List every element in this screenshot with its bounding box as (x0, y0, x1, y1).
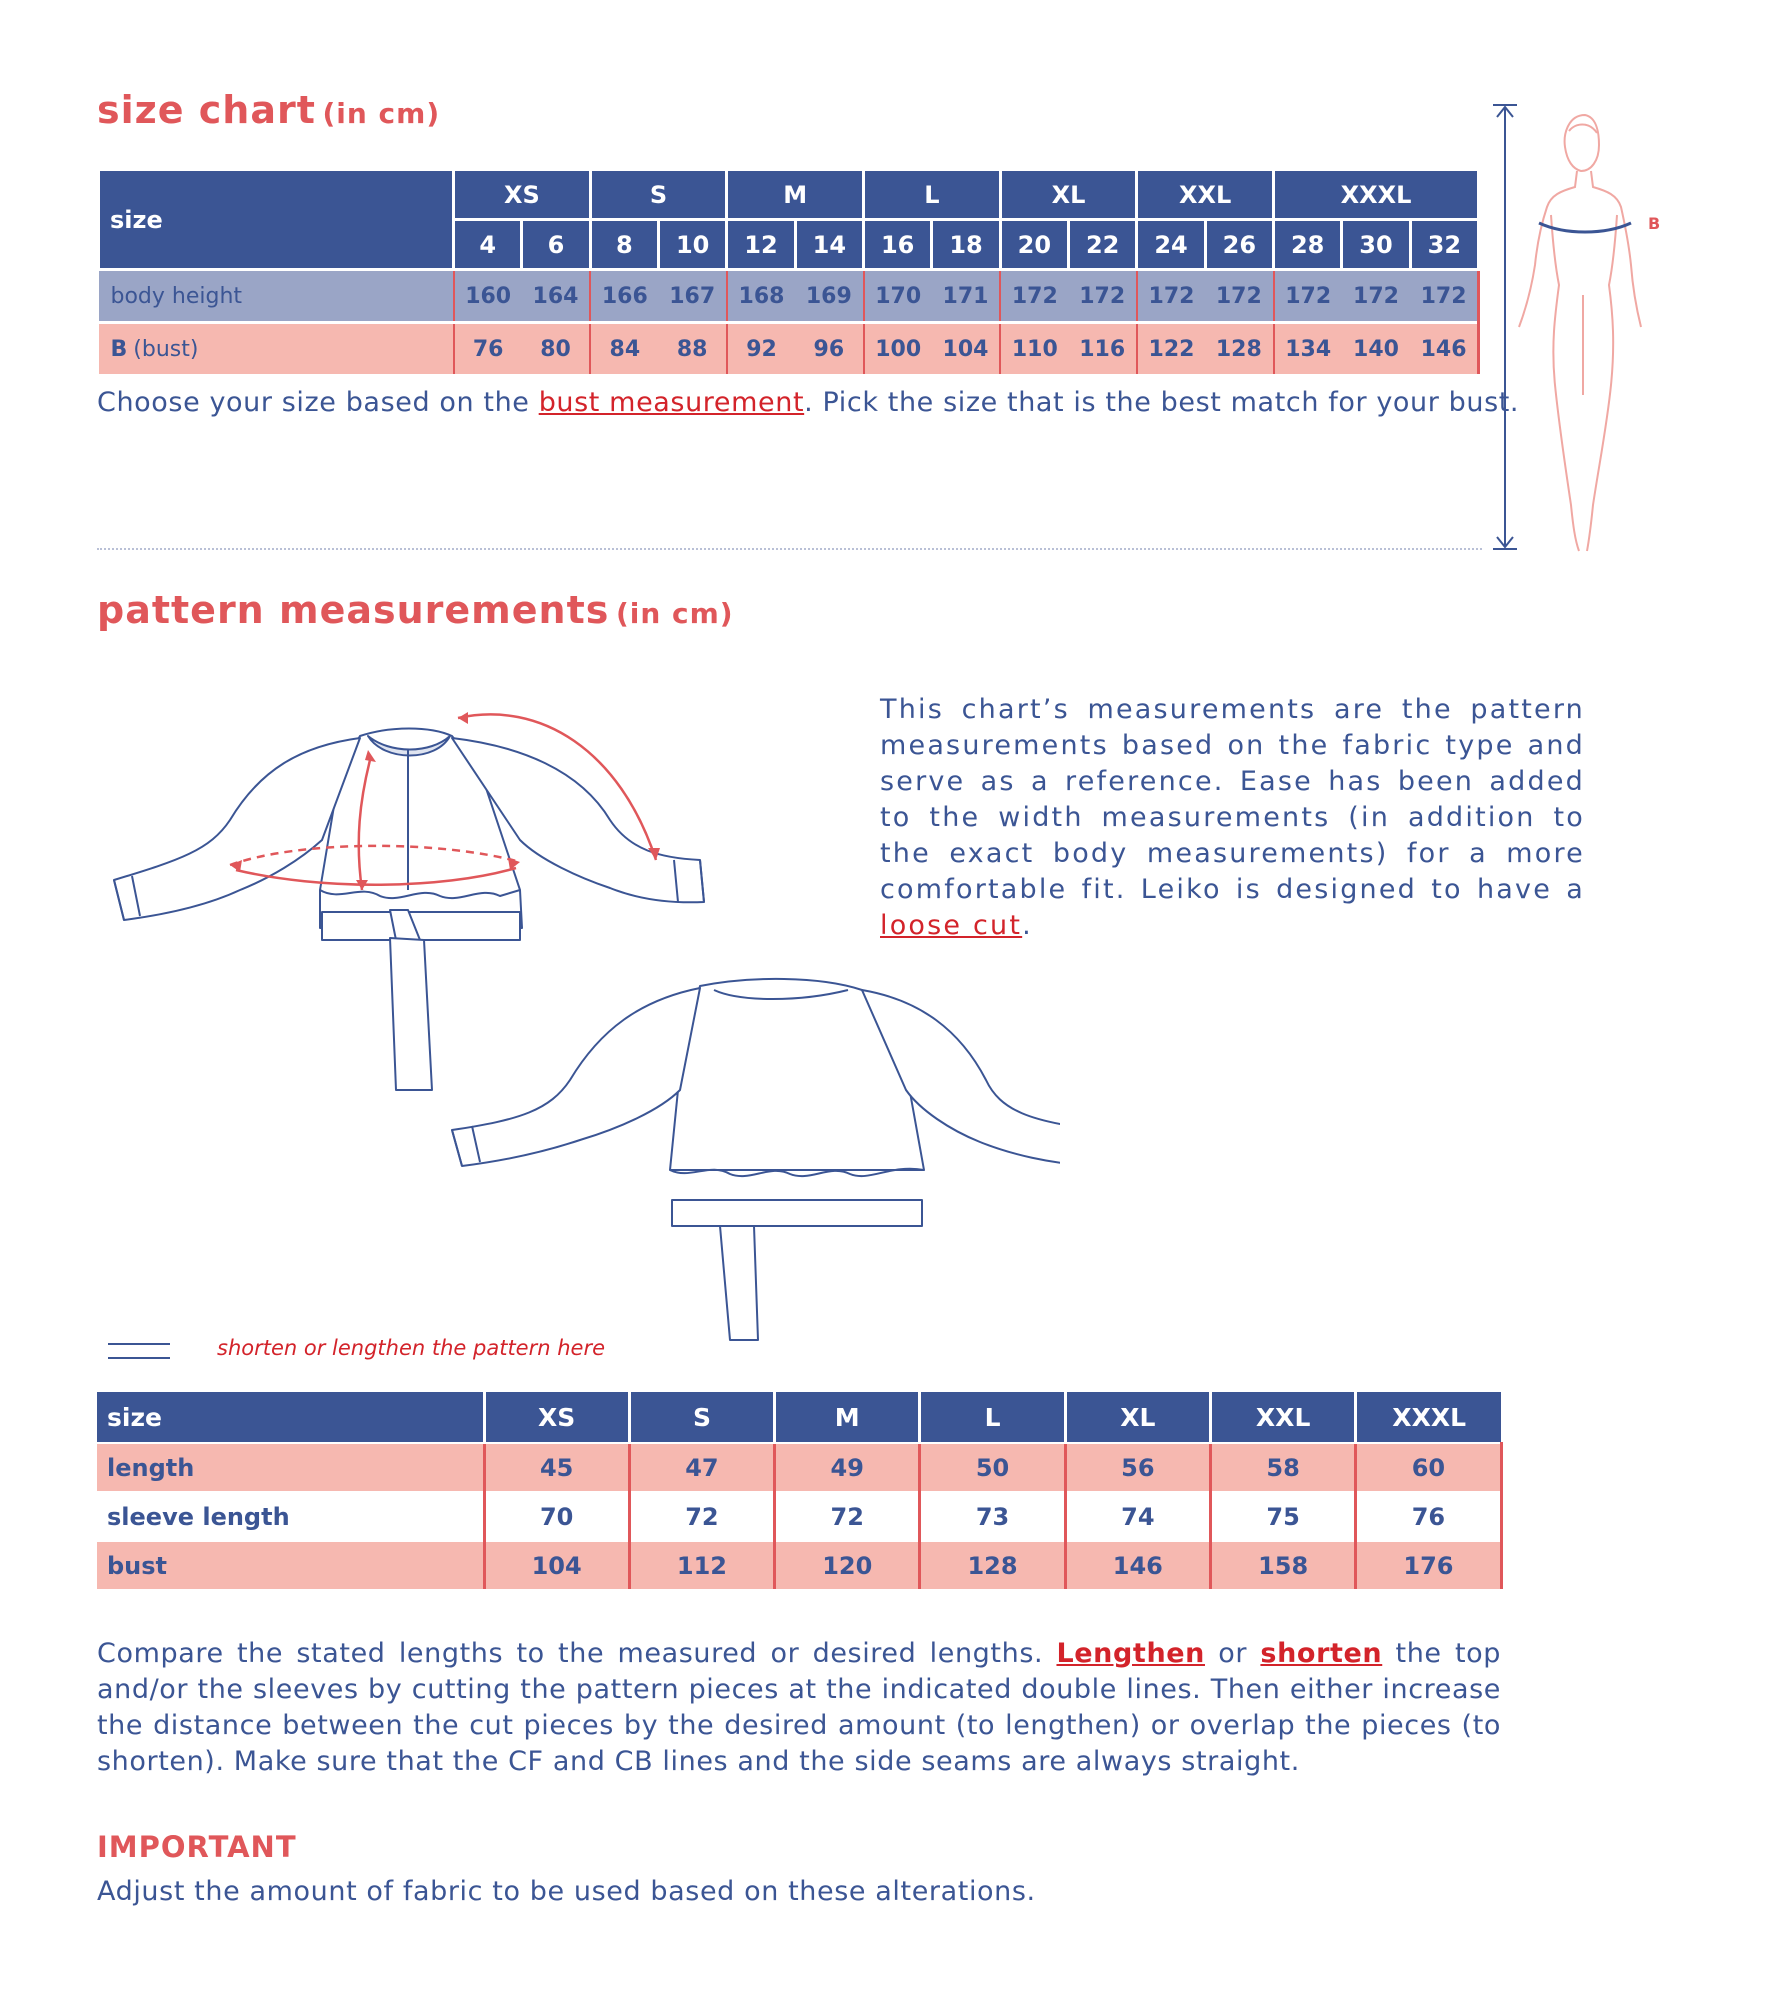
size-value: 88 (659, 323, 727, 375)
row-label-suffix: (bust) (133, 336, 199, 362)
pattern-unit: (in cm) (615, 597, 734, 630)
size-note (97, 385, 1519, 421)
pattern-value: 146 (1065, 1541, 1210, 1589)
size-number: 30 (1342, 220, 1410, 270)
row-label (99, 323, 454, 375)
pattern-value: 128 (920, 1541, 1065, 1589)
size-value: 76 (454, 323, 522, 375)
pattern-row-label: sleeve length (97, 1492, 484, 1541)
size-value: 128 (1205, 323, 1273, 375)
row-label-text: body height (110, 283, 243, 309)
size-value: 168 (727, 270, 795, 323)
size-note-text: Choose your size based on the (97, 387, 539, 418)
shorten-link[interactable]: shorten (1260, 1638, 1383, 1669)
size-group-xxxl: XXXL (1274, 170, 1479, 220)
size-number: 26 (1205, 220, 1273, 270)
pattern-row-bust (97, 1541, 1501, 1589)
pattern-row-length (97, 1443, 1501, 1492)
size-value: 169 (795, 270, 863, 323)
size-value: 122 (1137, 323, 1205, 375)
size-group-s: S (590, 170, 727, 220)
alteration-text-2: or (1205, 1638, 1261, 1669)
size-group-l: L (864, 170, 1001, 220)
size-group-xs: XS (454, 170, 591, 220)
size-value: 140 (1342, 323, 1410, 375)
alteration-text-3: the top and/or the sleeves by cutting the pattern pieces at the indicated double lines. Then either increase the distance between the cut pieces by the desired amount (to lengthen) or overlap the pieces (to shorten). Make sure that the CF and CB lines and the side seams are always straight. (97, 1638, 1501, 1777)
size-group-xl: XL (1000, 170, 1137, 220)
pattern-value: 60 (1356, 1443, 1501, 1492)
pattern-heading (97, 588, 734, 632)
bust-row (99, 323, 1479, 375)
size-value: 166 (590, 270, 658, 323)
alteration-text-1: Compare the stated lengths to the measured or desired lengths. (97, 1638, 1057, 1669)
pattern-description-end: . (1022, 910, 1033, 941)
size-number: 8 (590, 220, 658, 270)
size-value: 171 (932, 270, 1000, 323)
size-number: 6 (522, 220, 590, 270)
size-header-label: size (99, 170, 454, 270)
pattern-value: 50 (920, 1443, 1065, 1492)
size-number: 24 (1137, 220, 1205, 270)
size-number: 18 (932, 220, 1000, 270)
size-group-xxl: XXL (1137, 170, 1274, 220)
pattern-description-text: This chart’s measurements are the pattern measurements based on the fabric type and serve as a reference. Ease has been added to the width measurements (in addition to the exact body measurements) for a more comfortable fit. Leiko is designed to have a (880, 694, 1585, 905)
pattern-value: 56 (1065, 1443, 1210, 1492)
alteration-paragraph (97, 1636, 1501, 1780)
row-label (99, 270, 454, 323)
pattern-row-label: length (97, 1443, 484, 1492)
legend-text: shorten or lengthen the pattern here (217, 1336, 605, 1360)
size-group-row (99, 170, 1479, 220)
pattern-size-l: L (920, 1392, 1065, 1443)
size-number: 20 (1000, 220, 1068, 270)
loose-cut-link[interactable]: loose cut (880, 910, 1023, 941)
jacket-technical-drawing (100, 690, 1060, 1350)
pattern-size-xs: XS (484, 1392, 629, 1443)
size-value: 164 (522, 270, 590, 323)
size-group-m: M (727, 170, 864, 220)
lengthen-link[interactable]: Lengthen (1056, 1638, 1205, 1669)
size-value: 172 (1274, 270, 1342, 323)
pattern-row-label: bust (97, 1541, 484, 1589)
size-number: 22 (1069, 220, 1137, 270)
size-value: 160 (454, 270, 522, 323)
pattern-value: 75 (1210, 1492, 1355, 1541)
size-chart-table (97, 168, 1480, 374)
body-figure-icon (1485, 95, 1665, 565)
size-value: 92 (727, 323, 795, 375)
size-number: 28 (1274, 220, 1342, 270)
pattern-value: 49 (775, 1443, 920, 1492)
size-value: 100 (864, 323, 932, 375)
pattern-size-xl: XL (1065, 1392, 1210, 1443)
pattern-header-label: size (97, 1392, 484, 1443)
pattern-size-m: M (775, 1392, 920, 1443)
important-text: Adjust the amount of fabric to be used based on these alterations. (97, 1876, 1036, 1907)
pattern-measurements-table (97, 1392, 1503, 1589)
size-value: 172 (1069, 270, 1137, 323)
pattern-value: 76 (1356, 1492, 1501, 1541)
bust-measurement-link[interactable]: bust measurement (538, 387, 805, 418)
pattern-value: 104 (484, 1541, 629, 1589)
size-value: 170 (864, 270, 932, 323)
size-value: 96 (795, 323, 863, 375)
size-value: 172 (1000, 270, 1068, 323)
section-divider (97, 548, 1482, 550)
size-value: 110 (1000, 323, 1068, 375)
size-value: 172 (1137, 270, 1205, 323)
pattern-size-s: S (629, 1392, 774, 1443)
pattern-value: 73 (920, 1492, 1065, 1541)
size-number: 4 (454, 220, 522, 270)
size-number: 32 (1410, 220, 1478, 270)
size-value: 116 (1069, 323, 1137, 375)
size-chart-unit: (in cm) (322, 97, 441, 130)
size-value: 167 (659, 270, 727, 323)
size-value: 84 (590, 323, 658, 375)
size-number: 14 (795, 220, 863, 270)
important-heading: IMPORTANT (97, 1830, 297, 1864)
pattern-value: 70 (484, 1492, 629, 1541)
pattern-value: 158 (1210, 1541, 1355, 1589)
pattern-header-row (97, 1392, 1501, 1443)
row-label-text: B (110, 336, 128, 362)
size-value: 146 (1410, 323, 1478, 375)
size-note-text-end: . Pick the size that is the best match for your bust. (804, 387, 1520, 418)
pattern-size-xxxl: XXXL (1356, 1392, 1501, 1443)
pattern-value: 74 (1065, 1492, 1210, 1541)
size-value: 172 (1205, 270, 1273, 323)
size-value: 80 (522, 323, 590, 375)
size-value: 134 (1274, 323, 1342, 375)
pattern-value: 176 (1356, 1541, 1501, 1589)
pattern-title: pattern measurements (97, 588, 610, 632)
pattern-value: 112 (629, 1541, 774, 1589)
pattern-value: 72 (629, 1492, 774, 1541)
size-chart-title: size chart (97, 88, 316, 132)
pattern-value: 58 (1210, 1443, 1355, 1492)
size-number: 12 (727, 220, 795, 270)
size-chart-heading (97, 88, 440, 132)
size-value: 104 (932, 323, 1000, 375)
pattern-row-sleeve-length (97, 1492, 1501, 1541)
pattern-value: 47 (629, 1443, 774, 1492)
size-number: 16 (864, 220, 932, 270)
body-height-row (99, 270, 1479, 323)
size-value: 172 (1410, 270, 1478, 323)
bust-marker-label: B (1648, 214, 1661, 233)
size-value: 172 (1342, 270, 1410, 323)
pattern-value: 72 (775, 1492, 920, 1541)
pattern-size-xxl: XXL (1210, 1392, 1355, 1443)
pattern-value: 45 (484, 1443, 629, 1492)
pattern-value: 120 (775, 1541, 920, 1589)
size-number: 10 (659, 220, 727, 270)
double-line-legend-icon (108, 1343, 170, 1359)
